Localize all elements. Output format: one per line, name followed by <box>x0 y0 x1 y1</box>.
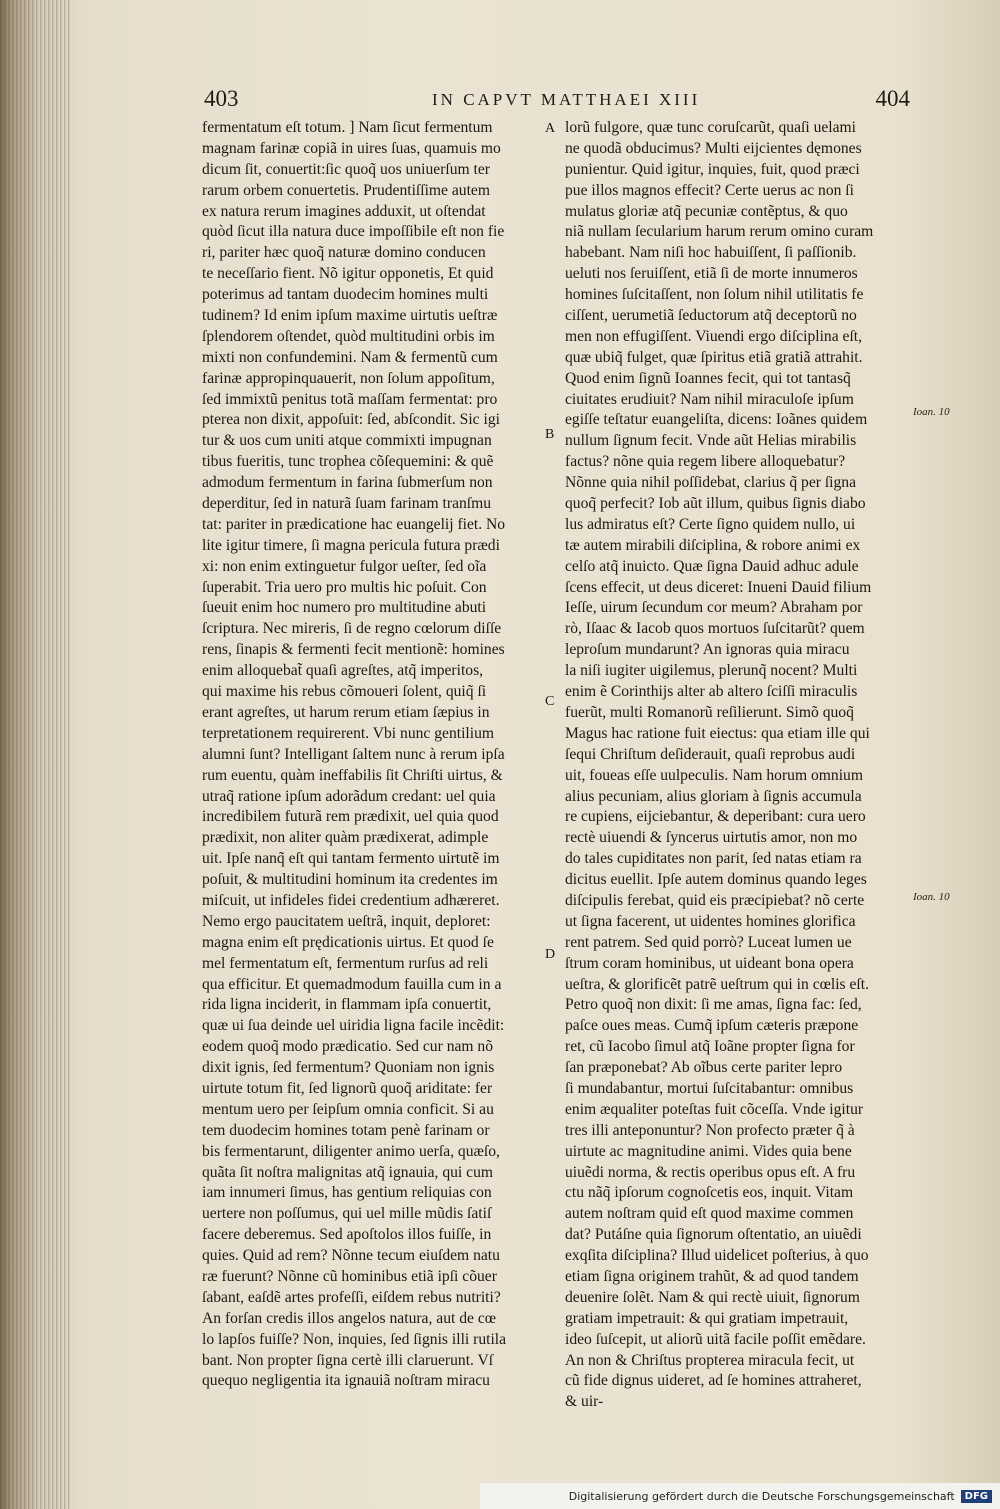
text-line: ſabant, eaſdẽ artes profeſſi, eiſdem rebus nutriti? <box>202 1288 501 1306</box>
text-line: quæ ui ſua deinde uel uiridia ligna facile incẽdit: <box>202 1017 505 1035</box>
text-line: re cupiens, eijciebantur, & deperibant: cura uero <box>565 808 866 826</box>
text-line: tem duodecim homines totam penè farinam or <box>202 1121 490 1139</box>
text-line: ut ſigna facerent, ut uidentes homines glorifica <box>565 912 856 930</box>
text-line: alumni ſunt? Intelligant ſaltem nunc à rerum ipſa <box>202 745 505 763</box>
page-stack-edge <box>0 0 70 1509</box>
text-line: admodum fermentum in farina ſubmerſum non <box>202 474 493 492</box>
text-line: miſcuit, ut infideles fidei credentium adhæreret. <box>202 891 500 909</box>
section-marker-a: A <box>545 121 556 136</box>
text-line: diſcipulis ferebat, quid eis præcipiebat? nõ certe <box>565 891 865 909</box>
text-line: quãta ſit noſtra malignitas atq̃ ignauia, qui cum <box>202 1163 494 1181</box>
text-line: gratiam impetrauit: & qui gratiam impetrauit, <box>565 1309 849 1327</box>
text-line: leproſum mundarunt? An ignoras quia miracu <box>565 641 850 659</box>
text-line: uirtute ac magnitudine animi. Vides quia bene <box>565 1142 852 1160</box>
text-line: rida ligna inciderit, in flammam ipſa conuertit, <box>202 996 492 1014</box>
text-line: Petro quoq̃ non dixit: ſi me amas, ſigna fac: ſed, <box>565 996 862 1014</box>
text-line: habebant. Nam niſi hoc habuiſſent, ſi paſſionib. <box>565 244 857 262</box>
text-line: quoq̃ perfecit? Iob aũt illum, quibus ſignis diabo <box>565 495 866 513</box>
text-line: rens, ſinapis & fermenti fecit mentionẽ: homines <box>202 641 505 659</box>
text-line: ideo ſuſcepit, ut aliorũ uitã facile poſſit emẽdare. <box>565 1330 866 1348</box>
text-line: Magus hac ratione fuit eiectus: qua etiam ille qui <box>565 724 870 742</box>
text-line: ueſtra, & glorificẽt patrẽ ueſtrum qui in cœlis eſt. <box>565 975 869 993</box>
text-line: enim ẽ Corinthijs alter ab altero ſciſſi miraculis <box>565 683 858 701</box>
text-line: paſce oues meas. Cumq̃ ipſum cæteris præpone <box>565 1017 859 1035</box>
section-marker-c: C <box>545 694 555 709</box>
text-line: egiſſe teſtatur euangeliſta, dicens: Ioãnes quidem <box>565 411 868 429</box>
text-line: lus admiratus eſt? Certe ſigno quidem nullo, ui <box>565 515 856 533</box>
text-column-right <box>565 118 910 1413</box>
text-line: An forſan credis illos angelos natura, aut de cœ <box>202 1309 497 1327</box>
text-line: do tales cupiditates non parit, ſed natas etiam ra <box>565 850 862 868</box>
text-line: exqſita diſciplina? Illud uidelicet poſterius, à quo <box>565 1247 869 1265</box>
text-line: enim æqualiter poteſtas fuit cõceſſa. Vnde igitur <box>565 1100 864 1118</box>
margin-note-ioan-2: Ioan. 10 <box>913 891 950 903</box>
text-line: etiam ſigna originem trahũt, & ad quod tandem <box>565 1267 859 1285</box>
text-line: ne quodã obducimus? Multi eijcientes dęmones <box>565 139 862 157</box>
text-line: ciuitates erudiuit? Nam nihil miraculoſe ipſum <box>565 390 854 408</box>
text-line: dicitus euellit. Ipſe autem dominus quando leges <box>565 871 867 889</box>
text-line: te neceſſario fient. Nõ igitur opponetis, Et quid <box>202 265 494 283</box>
text-line: rectè uiuendi & ſyncerus uirtutis amor, non mo <box>565 829 858 847</box>
text-line: ſequi Chriſtum deſiderauit, quaſi reprobus audi <box>565 745 856 763</box>
text-line: mentum uero per ſeipſum omnia conficit. Si au <box>202 1100 494 1118</box>
text-line: quies. Quid ad rem? Nõnne tecum eiuſdem natu <box>202 1247 500 1265</box>
section-marker-d: D <box>545 947 556 962</box>
text-line: dicum ſit, conuertit:ſic quoq̃ uos uniuerſum ter <box>202 160 490 178</box>
text-line: men non effugiſſent. Viuendi ergo diſciplina eſt, <box>565 327 863 345</box>
text-line: ræ fuerunt? Nõnne cũ hominibus etiã ipſi cõuer <box>202 1267 497 1285</box>
text-line: An non & Chriſtus propterea miracula fecit, ut <box>565 1351 855 1369</box>
text-line: lorũ fulgore, quæ tunc coruſcarũt, quaſi uelami <box>565 119 856 136</box>
text-line: dat? Putáſne quia ſignorum oſtentatio, an uiuẽdi <box>565 1226 862 1244</box>
text-line: celſo atq̃ inuicto. Quæ ſigna Dauid adhuc adule <box>565 557 859 575</box>
text-line: facere deberemus. Sed apoſtolos illos fuiſſe, in <box>202 1226 492 1244</box>
text-line: ctu nãq̃ ipſorum cognoſcetis eos, inquit. Vitam <box>565 1184 854 1202</box>
text-line: & uir- <box>565 1393 604 1411</box>
footer-text: Digitalisierung gefördert durch die Deutsche Forschungsgemeinschaft <box>568 1489 955 1503</box>
text-line: mel fermentatum eſt, fermentum rurſus ad reli <box>202 954 489 972</box>
text-line: Nemo ergo paucitatem ueſtrã, inquit, deploret: <box>202 912 491 930</box>
running-header <box>200 86 910 116</box>
text-line: homines ſuſcitaſſent, non ſolum nihil utilitatis fe <box>565 286 864 304</box>
text-line: tur & uos cum uniti atque commixti impugnan <box>202 432 492 450</box>
text-line: ſplendorem oſtendet, quòd multitudini orbis im <box>202 327 495 345</box>
text-line: poterimus ad tantam duodecim homines multi <box>202 286 489 304</box>
text-line: uiuẽdi norma, & rectis operibus opus eſt. A fru <box>565 1163 856 1181</box>
text-line: quequo negligentia ita ignauiã noſtram miracu <box>202 1372 490 1390</box>
text-line: deuenire ſolẽt. Nam & qui rectè uiuit, ſignorum <box>565 1288 860 1306</box>
text-line: ri, pariter hæc quoq̃ naturæ domino conducen <box>202 244 486 262</box>
digitization-footer <box>480 1483 1000 1509</box>
text-line: ſed immixtũ penitus totã maſſam fermentat: pro <box>202 390 498 408</box>
text-line: Nõnne quia nihil poſſidebat, clarius q̃ per ſigna <box>565 474 857 492</box>
text-line: pue illos magnos effecit? Certe uerus ac non ſi <box>565 181 854 199</box>
text-line: poſuit, & multitudini hominum ita credentes im <box>202 871 498 889</box>
text-line: tat: pariter in prædicatione hac euangelij fiet. No <box>202 515 506 533</box>
text-line: lite igitur timere, ſi magna pericula futura prædi <box>202 536 500 554</box>
text-column-left <box>202 118 540 1392</box>
text-line: qui maxime his rebus cõmoueri ſolent, quiq̃ ſi <box>202 683 487 701</box>
text-line: Quod enim ſignũ Ioannes fecit, qui tot tantasq̃ <box>565 369 851 387</box>
margin-note-ioan-1: Ioan. 10 <box>913 406 950 418</box>
text-line: lo lapſos fuiſſe? Non, inquies, ſed ſignis illi rutila <box>202 1330 507 1348</box>
text-line: punientur. Quid igitur, inquies, fuit, quod præci <box>565 160 860 178</box>
text-line: ſtrum coram hominibus, ut uideant bona opera <box>565 954 854 972</box>
page-number-right: 404 <box>875 86 910 111</box>
text-line: ret, cũ Iacobo ſimul atq̃ Ioãne propter ſigna for <box>565 1038 855 1056</box>
text-line: nullum ſignum fecit. Vnde aũt Helias mirabilis <box>565 432 857 450</box>
text-line: fermentatum eſt totum. ] Nam ſicut fermentum <box>202 119 493 136</box>
text-line: mulatus gloriæ atq̃ pecuniæ contẽptus, & quo <box>565 202 848 220</box>
text-line: pterea non dixit, appoſuit: ſed, abſcondit. Sic igi <box>202 411 500 429</box>
text-line: alius pecuniam, alius gloriam à ſignis accumula <box>565 787 862 805</box>
text-line: erant agreſtes, ut harum rerum etiam ſæpius in <box>202 703 490 721</box>
text-line: ſuperabit. Tria uero pro multis hic poſuit. Con <box>202 578 487 596</box>
text-line: autem noſtram quid eſt quod maxime commen <box>565 1205 854 1223</box>
text-line: ueluti nos ſeruiſſent, etiã ſi de morte innumeros <box>565 265 858 283</box>
text-line: dixit ignis, ſed fermentum? Quoniam non ignis <box>202 1059 495 1077</box>
text-line: deperditur, ſed in naturã ſuam farinam tranſmu <box>202 495 492 513</box>
text-line: enim alloquebat̃ quaſi agreſtes, atq̃ imperitos, <box>202 662 484 680</box>
text-line: ſan præponebat? Ab oĩbus certe pariter lepro <box>565 1059 843 1077</box>
text-line: uertere non poſſumus, qui uel mille mũdis ſatiſ <box>202 1205 492 1223</box>
text-line: ſcriptura. Nec mireris, ſi de regno cœlorum diſſe <box>202 620 502 638</box>
text-line: utraq̃ ratione ipſum adorãdum credant: uel quia <box>202 787 496 805</box>
text-line: magnam farinæ copiã in uires ſuas, quamuis mo <box>202 139 501 157</box>
text-line: ſueuit enim hoc numero pro multitudine abuti <box>202 599 487 617</box>
text-line: tibus fueritis, tunc trophea cõſequemini: & quẽ <box>202 453 494 471</box>
dfg-logo-icon: DFG <box>961 1490 992 1503</box>
text-line: incredibilem futurã rem prædixit, uel quia quod <box>202 808 499 826</box>
text-line: qua efficitur. Et quemadmodum fauilla cum in a <box>202 975 502 993</box>
text-line: magna enim eſt prędicationis uirtus. Et quod ſe <box>202 933 494 951</box>
text-line: prædixit, non aliter quàm prædixerat, adimple <box>202 829 489 847</box>
text-line: bant. Non propter ſigna certè illi claruerunt. Vſ <box>202 1351 494 1369</box>
text-line: quòd ſicut illa natura duce impoſſibile eſt non fie <box>202 223 505 241</box>
text-line: eodem quoq̃ modo prædicatio. Sed cur nam nõ <box>202 1038 494 1056</box>
text-line: tudinem? Id enim ipſum maxime uirtutis ueſtræ <box>202 307 498 325</box>
running-title: IN CAPVT MATTHAEI XIII <box>432 90 701 109</box>
text-line: uit. Ipſe nanq̃ eſt qui tantam fermento uirtutẽ im <box>202 850 500 868</box>
text-line: uit, foueas eſſe uulpeculis. Nam horum omnium <box>565 766 863 784</box>
text-line: ex natura rerum imagines adduxit, ut oſtendat <box>202 202 486 220</box>
text-line: ciſſent, uerumetiã ſeductorum atq̃ deceptorũ no <box>565 307 857 325</box>
text-line: factus? nõne quia regem libere alloquebatur? <box>565 453 846 471</box>
text-line: bis fermentarunt, diligenter animo uerſa, quæſo, <box>202 1142 500 1160</box>
text-line: iam innumeri ſimus, has gentium reliquias con <box>202 1184 492 1202</box>
text-line: rum euentu, quàm ineffabilis ſit Chriſti uirtus, & <box>202 766 503 784</box>
text-line: tres illi anteponuntur? Non profecto præter q̃ à <box>565 1121 855 1139</box>
text-line: mixti non confundemini. Nam & fermentũ cum <box>202 348 498 366</box>
text-line: ſcens effecit, ut deus diceret: Inueni Dauid filium <box>565 578 872 596</box>
text-line: fuerũt, multi Romanorũ reſilierunt. Simõ quoq̃ <box>565 703 854 721</box>
text-line: rarum orbem conuertetis. Prudentiſſime autem <box>202 181 490 199</box>
text-line: niã nullam ſecularium harum rerum omino curam <box>565 223 874 241</box>
text-line: rò, Iſaac & Iacob quos mortuos ſuſcitarũt? quem <box>565 620 865 638</box>
text-line: tæ autem mirabili diſciplina, & robore animi ex <box>565 536 861 554</box>
text-line: cũ fide dignus uideret, ad ſe homines attraheret, <box>565 1372 862 1390</box>
page-number-left: 403 <box>204 86 239 111</box>
text-line: uirtute totum fit, ſed lignorũ quoq̃ ariditate: fer <box>202 1079 493 1097</box>
text-line: la niſi iugiter uigilemus, plerunq̃ nocent? Multi <box>565 662 858 680</box>
text-line: rent patrem. Sed quid porrò? Luceat lumen ue <box>565 933 852 951</box>
text-line: terpretationem requirerent. Vbi nunc gentilium <box>202 724 495 742</box>
section-marker-b: B <box>545 427 555 442</box>
text-line: ſi mundabantur, mortui ſuſcitabantur: omnibus <box>565 1079 854 1097</box>
text-line: farinæ appropinquauerit, non ſolum appoſitum, <box>202 369 495 387</box>
text-line: quæ ubiq̃ fulget, quæ ſpiritus etiã gratiã attrahit. <box>565 348 863 366</box>
text-line: xi: non enim extinguetur fulgor ueſter, ſed oĩa <box>202 557 487 575</box>
text-line: Ieſſe, uirum ſecundum cor meum? Abraham por <box>565 599 863 617</box>
